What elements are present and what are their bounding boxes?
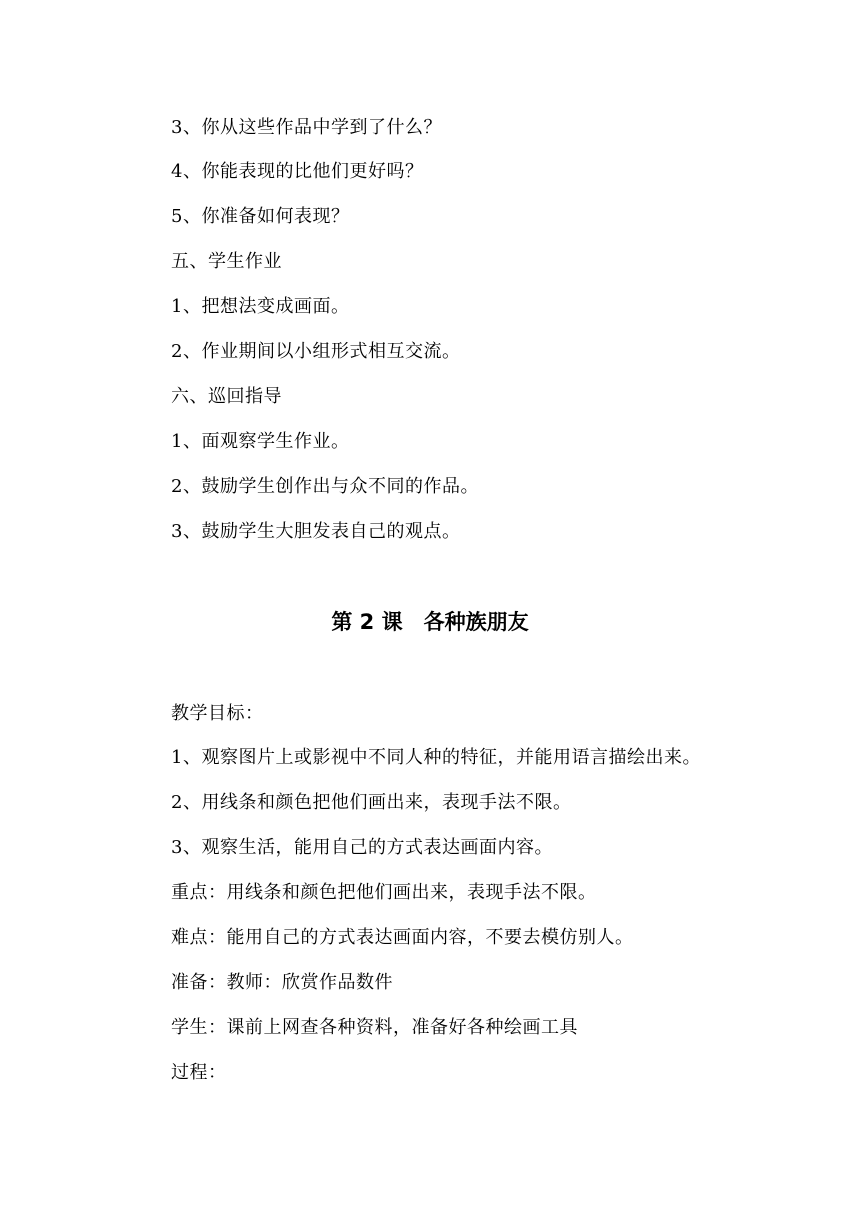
text-line: 教学目标： — [171, 703, 264, 724]
text-line: 过程： — [171, 1062, 227, 1083]
section-heading: 六、巡回指导 — [171, 386, 282, 407]
lesson-title: 第 2 课 各种族朋友 — [331, 610, 529, 634]
text-line: 1、面观察学生作业。 — [171, 431, 350, 452]
text-line: 准备：教师：欣赏作品数件 — [171, 972, 393, 993]
text-line: 3、鼓励学生大胆发表自己的观点。 — [171, 521, 461, 542]
text-line: 学生：课前上网查各种资料，准备好各种绘画工具 — [171, 1017, 578, 1038]
text-line: 4、你能表现的比他们更好吗？ — [171, 161, 424, 182]
section-heading: 五、学生作业 — [171, 251, 282, 272]
text-line: 2、鼓励学生创作出与众不同的作品。 — [171, 476, 479, 497]
text-line: 2、用线条和颜色把他们画出来，表现手法不限。 — [171, 792, 572, 813]
text-line: 3、观察生活，能用自己的方式表达画面内容。 — [171, 837, 553, 858]
text-line: 3、你从这些作品中学到了什么？ — [171, 117, 442, 138]
text-line: 5、你准备如何表现？ — [171, 206, 350, 227]
text-line: 重点：用线条和颜色把他们画出来，表现手法不限。 — [171, 882, 597, 903]
text-line: 难点：能用自己的方式表达画面内容，不要去模仿别人。 — [171, 927, 634, 948]
text-line: 2、作业期间以小组形式相互交流。 — [171, 341, 461, 362]
text-line: 1、把想法变成画面。 — [171, 296, 350, 317]
text-line: 1、观察图片上或影视中不同人种的特征，并能用语言描绘出来。 — [171, 747, 701, 768]
